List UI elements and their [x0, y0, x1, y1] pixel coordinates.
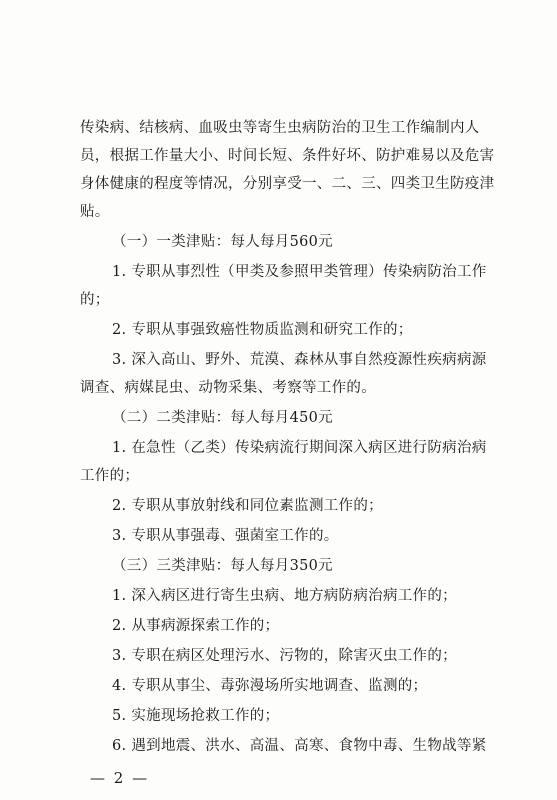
- text-line-2: 员，根据工作量大小、时间长短、条件好坏、防护难易以及危害: [80, 148, 495, 164]
- text-line-18: 2. 从事病源探索工作的；: [112, 618, 280, 634]
- text-line-6: 1. 专职从事烈性（甲类及参照甲类管理）传染病防治工作: [112, 264, 487, 280]
- section-heading-1: （一）一类津贴：每人每月560元: [112, 234, 333, 250]
- section-heading-2: （二）二类津贴：每人每月450元: [112, 410, 333, 426]
- text-line-1: 传染病、结核病、血吸虫等寄生虫病防治的卫生工作编制内人: [80, 120, 480, 136]
- text-line-4: 贴。: [80, 204, 110, 220]
- text-line-3: 身体健康的程度等情况，分别享受一、二、三、四类卫生防疫津: [80, 176, 495, 192]
- text-line-10: 调查、病媒昆虫、动物采集、考察等工作的。: [80, 380, 376, 396]
- text-line-21: 5. 实施现场抢救工作的；: [112, 708, 280, 724]
- text-line-17: 1. 深入病区进行寄生虫病、地方病防病治病工作的；: [112, 588, 457, 604]
- text-line-14: 2. 专职从事放射线和同位素监测工作的；: [112, 498, 383, 514]
- section-heading-3: （三）三类津贴：每人每月350元: [112, 558, 333, 574]
- text-line-13: 工作的；: [80, 468, 140, 484]
- text-line-8: 2. 专职从事强致癌性物质监测和研究工作的；: [112, 322, 413, 338]
- text-line-9: 3. 深入高山、野外、荒漠、森林从事自然疫源性疾病病源: [112, 352, 487, 368]
- text-line-7: 的；: [80, 292, 110, 308]
- text-line-12: 1. 在急性（乙类）传染病流行期间深入病区进行防病治病: [112, 440, 487, 456]
- page-number: — 2 —: [90, 769, 150, 787]
- text-line-15: 3. 专职从事强毒、强菌室工作的。: [112, 528, 339, 544]
- text-line-20: 4. 专职从事尘、毒弥漫场所实地调查、监测的；: [112, 678, 428, 694]
- text-line-19: 3. 专职在病区处理污水、污物的，除害灭虫工作的；: [112, 648, 457, 664]
- text-line-22: 6. 遇到地震、洪水、高温、高寒、食物中毒、生物战等紧: [112, 738, 487, 754]
